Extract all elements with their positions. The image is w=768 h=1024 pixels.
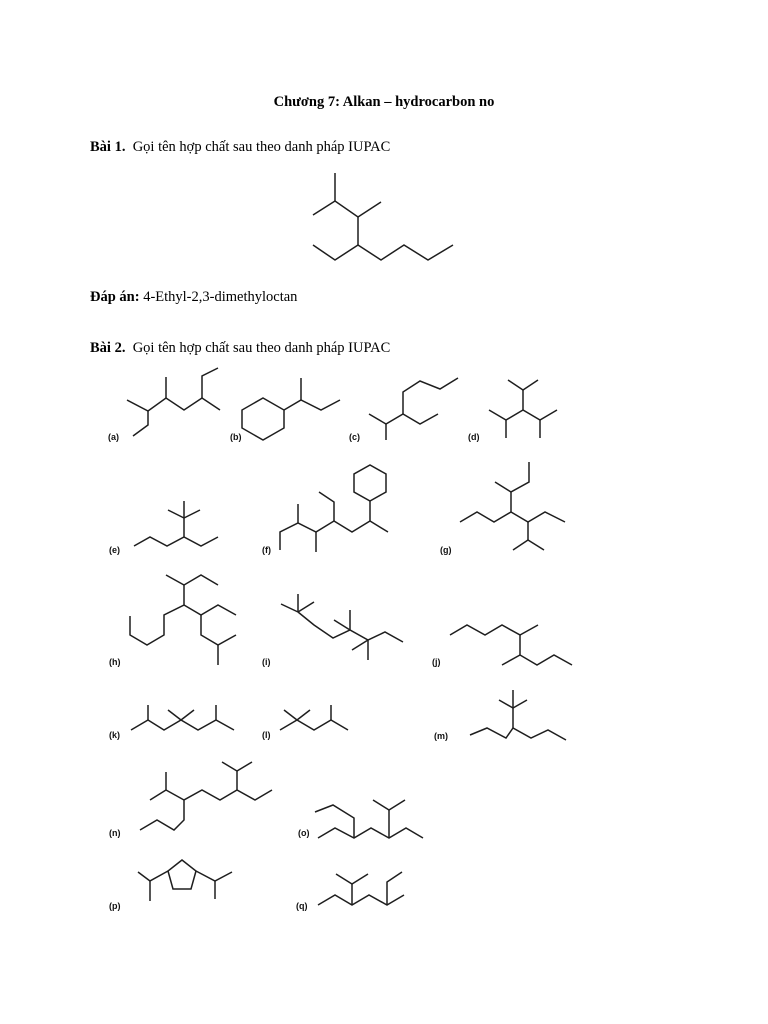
- structure-label-j: (j): [432, 657, 441, 667]
- exercise-2-prompt: Gọi tên hợp chất sau theo danh pháp IUPAC: [132, 340, 391, 356]
- structure-l: [280, 705, 348, 730]
- structure-label-k: (k): [109, 730, 120, 740]
- exercise-2-label: Bài 2.: [90, 340, 126, 356]
- structure-label-n: (n): [109, 828, 121, 838]
- structure-k: [131, 705, 234, 730]
- structure-label-f: (f): [262, 545, 271, 555]
- structure-j: [450, 625, 572, 665]
- structure-b: [242, 378, 340, 440]
- structure-label-p: (p): [109, 901, 121, 911]
- structure-label-o: (o): [298, 828, 310, 838]
- exercise-1-prompt: Gọi tên hợp chất sau theo danh pháp IUPAC: [132, 139, 391, 155]
- answer-label: Đáp án:: [90, 289, 140, 305]
- exercise-1-label: Bài 1.: [90, 139, 126, 155]
- structure-p: [138, 860, 232, 901]
- structure-label-b: (b): [230, 432, 242, 442]
- chapter-title: Chương 7: Alkan – hydrocarbon no: [273, 94, 495, 110]
- structure-label-m: (m): [434, 731, 448, 741]
- structure-label-h: (h): [109, 657, 121, 667]
- structure-e: [134, 501, 218, 546]
- structure-label-q: (q): [296, 901, 308, 911]
- structure-label-d: (d): [468, 432, 480, 442]
- structure-label-a: (a): [108, 432, 119, 442]
- structure-label-e: (e): [109, 545, 120, 555]
- structure-label-g: (g): [440, 545, 452, 555]
- structure-g: [460, 462, 565, 550]
- answer-text: 4-Ethyl-2,3-dimethyloctan: [143, 289, 298, 305]
- structure-f: [280, 465, 388, 552]
- structure-m: [470, 690, 566, 740]
- structure-c: [369, 378, 458, 440]
- structure-bai1: [313, 173, 453, 260]
- structure-d: [489, 380, 557, 438]
- structure-label-c: (c): [349, 432, 360, 442]
- structure-q: [318, 872, 404, 905]
- structure-label-l: (l): [262, 730, 271, 740]
- structure-n: [140, 762, 272, 830]
- structure-h: [130, 575, 236, 665]
- structure-a: [127, 368, 220, 436]
- structure-o: [315, 800, 423, 838]
- structure-label-i: (i): [262, 657, 271, 667]
- structure-i: [281, 594, 403, 660]
